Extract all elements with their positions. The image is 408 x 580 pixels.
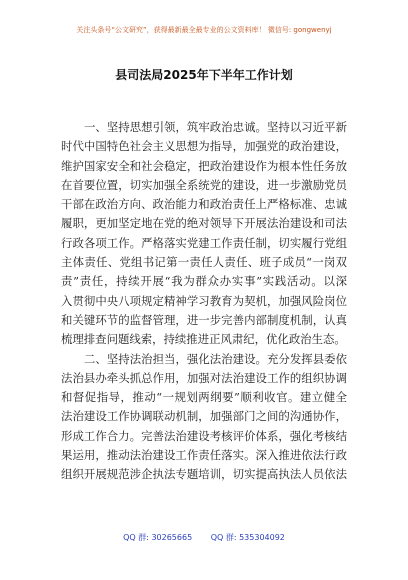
page-title: 县司法局2025年下半年工作计划 bbox=[115, 68, 293, 82]
paragraph-1-line: 梳理排查问题线索，持续推进正风肃纪，优化政治生态。 bbox=[61, 332, 346, 347]
paragraph-2-line: 组织开展规范涉企执法专题培训，切实提高执法人员依法 bbox=[61, 467, 347, 482]
paragraph-1-line: 行政各项工作。严格落实党建工作责任制，切实履行党组 bbox=[61, 235, 347, 250]
paragraph-2-line: 法治建设工作协调联动机制，加强部门之间的沟通协作， bbox=[61, 409, 347, 424]
paragraph-2-line: 和督促指导，推动“一规划两纲要”顺利收官。建立健全 bbox=[61, 390, 347, 405]
paragraph-1-line: 时代中国特色社会主义思想为指导，加强党的政治建设， bbox=[61, 139, 347, 154]
paragraph-2-line: 法治县办牵头抓总作用，加强对法治建设工作的组织协调 bbox=[61, 370, 347, 385]
paragraph-1-line: 主体责任、党组书记第一责任人责任、班子成员“一岗双 bbox=[61, 255, 347, 270]
footer-qq-group-1: QQ 群: 30265665 bbox=[123, 533, 193, 542]
paragraph-1-line: 在首要位置，切实加强全系统党的建设，进一步激励党员 bbox=[61, 177, 347, 192]
paragraph-1-line: 一、坚持思想引领，筑牢政治忠诚。坚持以习近平新 bbox=[84, 120, 347, 134]
document-body bbox=[61, 118, 347, 485]
paragraph-1-line: 维护国家安全和社会稳定，把政治建设作为根本性任务放 bbox=[61, 158, 347, 173]
paragraph-2-line: 二、坚持法治担当，强化法治建设。充分发挥县委依 bbox=[84, 351, 347, 366]
paragraph-1-line: 和关键环节的监督管理，进一步完善内部制度机制，认真 bbox=[61, 312, 347, 327]
paragraph-1-line: 入贯彻中央八项规定精神学习教育为契机，加强风险岗位 bbox=[61, 293, 347, 308]
footer-contact bbox=[0, 533, 408, 543]
paragraph-2-line: 形成工作合力。完善法治建设考核评价体系，强化考核结 bbox=[61, 428, 347, 443]
footer-qq-group-2: QQ 群: 535304092 bbox=[210, 533, 285, 542]
paragraph-1-line: 履职，更加坚定地在党的绝对领导下开展法治建设和司法 bbox=[61, 216, 347, 231]
paragraph-1-line: 干部在政治方向、政治能力和政治责任上严格标准、忠诚 bbox=[61, 197, 347, 212]
paragraph-2-line: 果运用，推动法治建设工作责任落实。深入推进依法行政 bbox=[61, 448, 347, 463]
paragraph-1-line: 责”责任，持续开展“我为群众办实事”实践活动。以深 bbox=[61, 274, 347, 289]
top-banner: 关注头条号“公文研究”，获得最新最全最专业的公文资料库！ 微信号: gongwenyj bbox=[76, 26, 332, 34]
